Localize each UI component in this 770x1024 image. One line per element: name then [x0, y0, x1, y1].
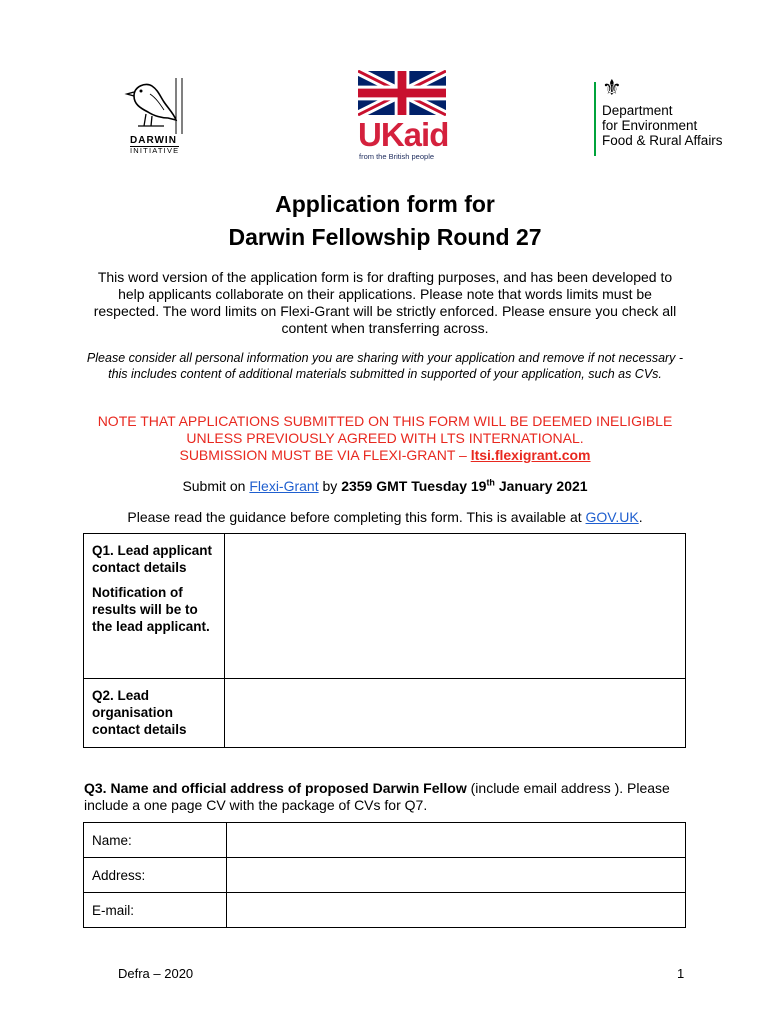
q1-label: Q1. Lead applicant contact details — [92, 543, 213, 575]
submission-deadline — [86, 478, 684, 495]
table-row — [84, 534, 686, 679]
initiative-wordmark: INITIATIVE — [130, 146, 180, 155]
table-row — [84, 679, 686, 748]
address-label: Address: — [84, 858, 227, 893]
finch-icon — [124, 74, 186, 136]
defra-line-1: Department — [602, 103, 673, 118]
q2-label-cell — [84, 679, 225, 748]
q1-answer-field[interactable] — [224, 534, 685, 679]
flexigrant-url-link[interactable]: ltsi.flexigrant.com — [470, 447, 591, 463]
deadline-ordinal: th — [486, 477, 495, 488]
title-line-2: Darwin Fellowship Round 27 — [228, 224, 542, 250]
ineligibility-note — [86, 413, 684, 464]
guidance-end: . — [638, 509, 643, 525]
q1-label-cell — [84, 534, 225, 679]
note-submission-text: SUBMISSION MUST BE VIA FLEXI-GRANT – — [179, 447, 471, 463]
email-label: E-mail: — [84, 893, 227, 928]
submit-by: by — [318, 478, 342, 494]
gov-uk-link[interactable]: GOV.UK — [585, 509, 639, 525]
email-field[interactable] — [226, 893, 685, 928]
deadline-part-b: January 2021 — [494, 478, 588, 494]
defra-line-2: for Environment — [602, 118, 698, 133]
ukaid-tagline: from the British people — [359, 152, 435, 161]
q2-answer-field[interactable] — [224, 679, 685, 748]
royal-crest-icon: ⚜ — [602, 75, 622, 100]
q2-label: Q2. Lead organisation contact details — [92, 688, 187, 737]
defra-name — [602, 103, 723, 148]
table-row — [84, 893, 686, 928]
q1-notification-note: Notification of results will be to the lead applicant. — [92, 585, 210, 634]
address-field[interactable] — [226, 858, 685, 893]
q3-bold: Q3. Name and official address of proposed Darwin Fellow — [84, 780, 467, 796]
note-line-1: NOTE THAT APPLICATIONS SUBMITTED ON THIS FORM WILL BE DEEMED INELIGIBLE UNLESS PREVIOUSLY AGREED WITH LTS INTERNATIONAL. — [97, 413, 673, 446]
darwin-initiative-logo — [124, 74, 186, 154]
defra-green-bar — [594, 82, 596, 156]
ukaid-aid: aid — [403, 116, 449, 153]
defra-line-3: Food & Rural Affairs — [602, 133, 723, 148]
privacy-notice: Please consider all personal information you are sharing with your application and remove if not necessary - this includes content of additional materials submitted in supported of your application, such as CVs. — [86, 351, 684, 381]
deadline-part-a: 2359 GMT Tuesday 19 — [341, 478, 487, 494]
note-line-2 — [86, 447, 684, 464]
union-flag-icon — [358, 70, 446, 116]
ukaid-logo — [358, 70, 450, 164]
header-logos — [0, 68, 770, 168]
q3-rest: (include email address ). Please include a one page CV with the package of CVs for Q7. — [84, 780, 670, 813]
flexi-grant-link[interactable]: Flexi-Grant — [249, 478, 319, 494]
deadline-date — [341, 478, 587, 494]
defra-logo — [594, 76, 754, 160]
table-row — [84, 858, 686, 893]
submit-prefix: Submit on — [182, 478, 250, 494]
guidance-note — [86, 509, 684, 526]
page-number: 1 — [677, 966, 685, 981]
lead-applicant-table — [83, 533, 686, 748]
footer-copyright: Defra – 2020 — [118, 966, 194, 981]
title-line-1: Application form for — [275, 191, 495, 217]
name-label: Name: — [84, 823, 227, 858]
table-row — [84, 823, 686, 858]
guidance-text: Please read the guidance before completing this form. This is available at — [127, 509, 586, 525]
fellow-details-table — [83, 822, 686, 928]
q3-question — [84, 780, 704, 814]
intro-paragraph: This word version of the application form is for drafting purposes, and has been developed to help applicants collaborate on their applications. Please note that words limits must be respected. The word limits on Flexi-Grant will be strictly enforced. Please ensure you check all content when transferring across. — [93, 269, 677, 336]
page-title — [0, 188, 770, 254]
ukaid-wordmark — [358, 118, 448, 152]
name-field[interactable] — [226, 823, 685, 858]
darwin-wordmark: DARWIN — [130, 135, 177, 146]
ukaid-uk: UK — [358, 116, 404, 153]
